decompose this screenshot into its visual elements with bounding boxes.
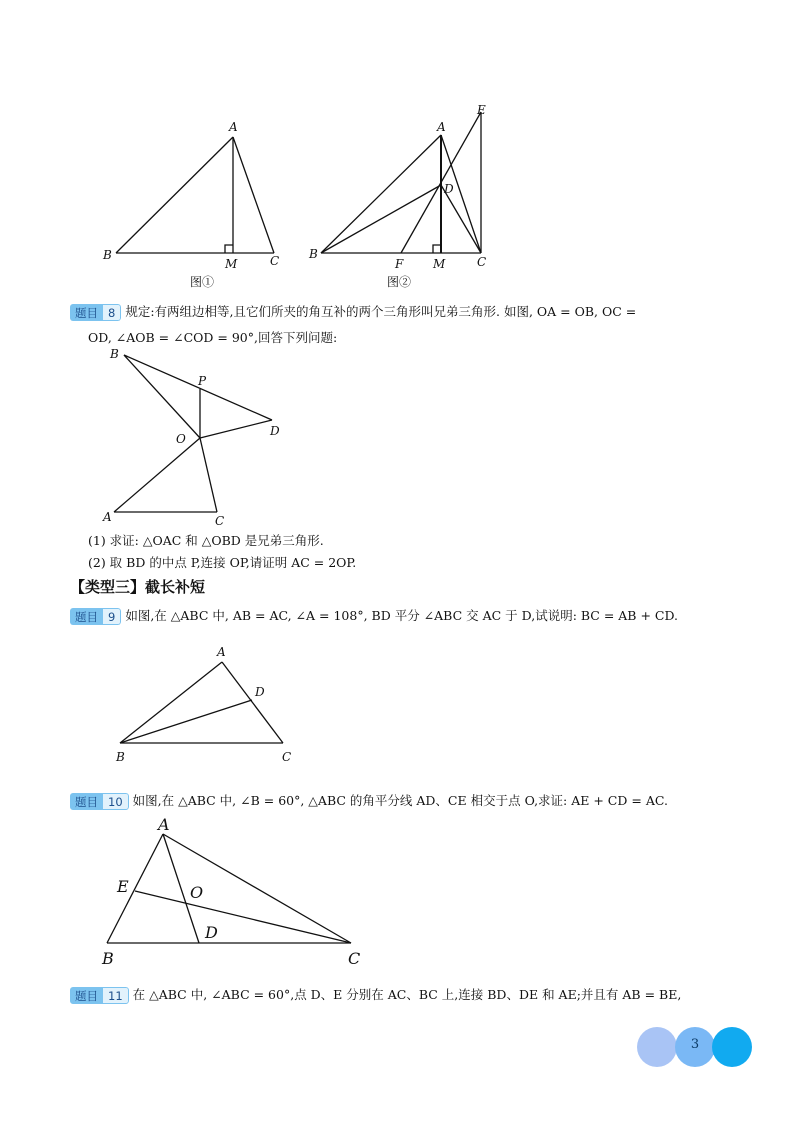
badge-number: 10 [103, 793, 129, 810]
fig2-label-a: A [437, 120, 446, 134]
p8-label-p: P [198, 374, 207, 388]
p8-label-b: B [110, 347, 119, 361]
p10-label-b: B [102, 949, 114, 968]
problem-8-figure [100, 345, 300, 530]
problem-8-question-2: (2) 取 BD 的中点 P,连接 OP,请证明 AC = 2OP. [88, 555, 357, 570]
footer-dot-left [637, 1027, 677, 1067]
fig1-label-b: B [103, 248, 112, 262]
badge-label: 题目 [70, 304, 103, 321]
problem-badge-10 [70, 793, 129, 810]
fig1-label-m: M [225, 257, 238, 271]
figure-1 [100, 115, 290, 290]
badge-number: 9 [103, 608, 121, 625]
footer-dot-right [712, 1027, 752, 1067]
fig2-label-m: M [433, 257, 446, 271]
fig2-label-d: D [444, 182, 454, 196]
p9-label-a: A [217, 645, 226, 659]
p8-label-d: D [270, 424, 280, 438]
problem-8-line2: OD, ∠AOB = ∠COD = 90°,回答下列问题: [88, 330, 338, 345]
p10-label-o: O [190, 883, 204, 902]
page-number: 3 [690, 1037, 700, 1052]
section-title: 【类型三】截长补短 [70, 578, 206, 596]
problem-8 [70, 301, 636, 324]
p9-label-b: B [116, 750, 125, 764]
badge-number: 8 [103, 304, 121, 321]
p8-label-a: A [103, 510, 112, 524]
badge-label: 题目 [70, 793, 103, 810]
fig2-caption: 图② [387, 275, 412, 289]
problem-9-figure [105, 640, 305, 770]
p8-label-c: C [215, 514, 225, 528]
p10-label-d: D [205, 923, 218, 942]
figure-2 [305, 100, 505, 290]
problem-10-text: 如图,在 △ABC 中, ∠B = 60°, △ABC 的角平分线 AD、CE 相交于点 O,求证: AE + CD = AC. [132, 793, 668, 808]
p10-label-c: C [348, 949, 361, 968]
problem-10 [70, 790, 668, 813]
fig1-label-a: A [229, 120, 238, 134]
p10-label-e: E [117, 877, 129, 896]
problem-11 [70, 984, 681, 1007]
p9-label-d: D [255, 685, 265, 699]
badge-label: 题目 [70, 987, 103, 1004]
fig2-label-b: B [309, 247, 318, 261]
fig1-label-c: C [270, 254, 280, 268]
problem-9-text: 如图,在 △ABC 中, AB = AC, ∠A = 108°, BD 平分 ∠ABC 交 AC 于 D,试说明: BC = AB + CD. [125, 608, 679, 623]
problem-badge-8 [70, 304, 121, 321]
badge-number: 11 [103, 987, 129, 1004]
problem-11-text: 在 △ABC 中, ∠ABC = 60°,点 D、E 分别在 AC、BC 上,连接 BD、DE 和 AE;并且有 AB = BE, [132, 987, 682, 1002]
p10-label-a: A [158, 815, 170, 834]
badge-label: 题目 [70, 608, 103, 625]
problem-badge-9 [70, 608, 121, 625]
p9-label-c: C [282, 750, 292, 764]
problem-8-question-1: (1) 求证: △OAC 和 △OBD 是兄弟三角形. [88, 533, 324, 548]
problem-9 [70, 605, 678, 628]
problem-badge-11 [70, 987, 129, 1004]
fig2-label-c: C [477, 255, 487, 269]
fig2-label-e: E [477, 103, 486, 117]
p8-label-o: O [176, 432, 186, 446]
problem-10-figure [95, 812, 385, 977]
problem-8-line1: 规定:有两组边相等,且它们所夹的角互补的两个三角形叫兄弟三角形. 如图, OA = OB, OC = [125, 304, 637, 319]
fig2-label-f: F [395, 257, 404, 271]
fig1-caption: 图① [190, 275, 215, 289]
